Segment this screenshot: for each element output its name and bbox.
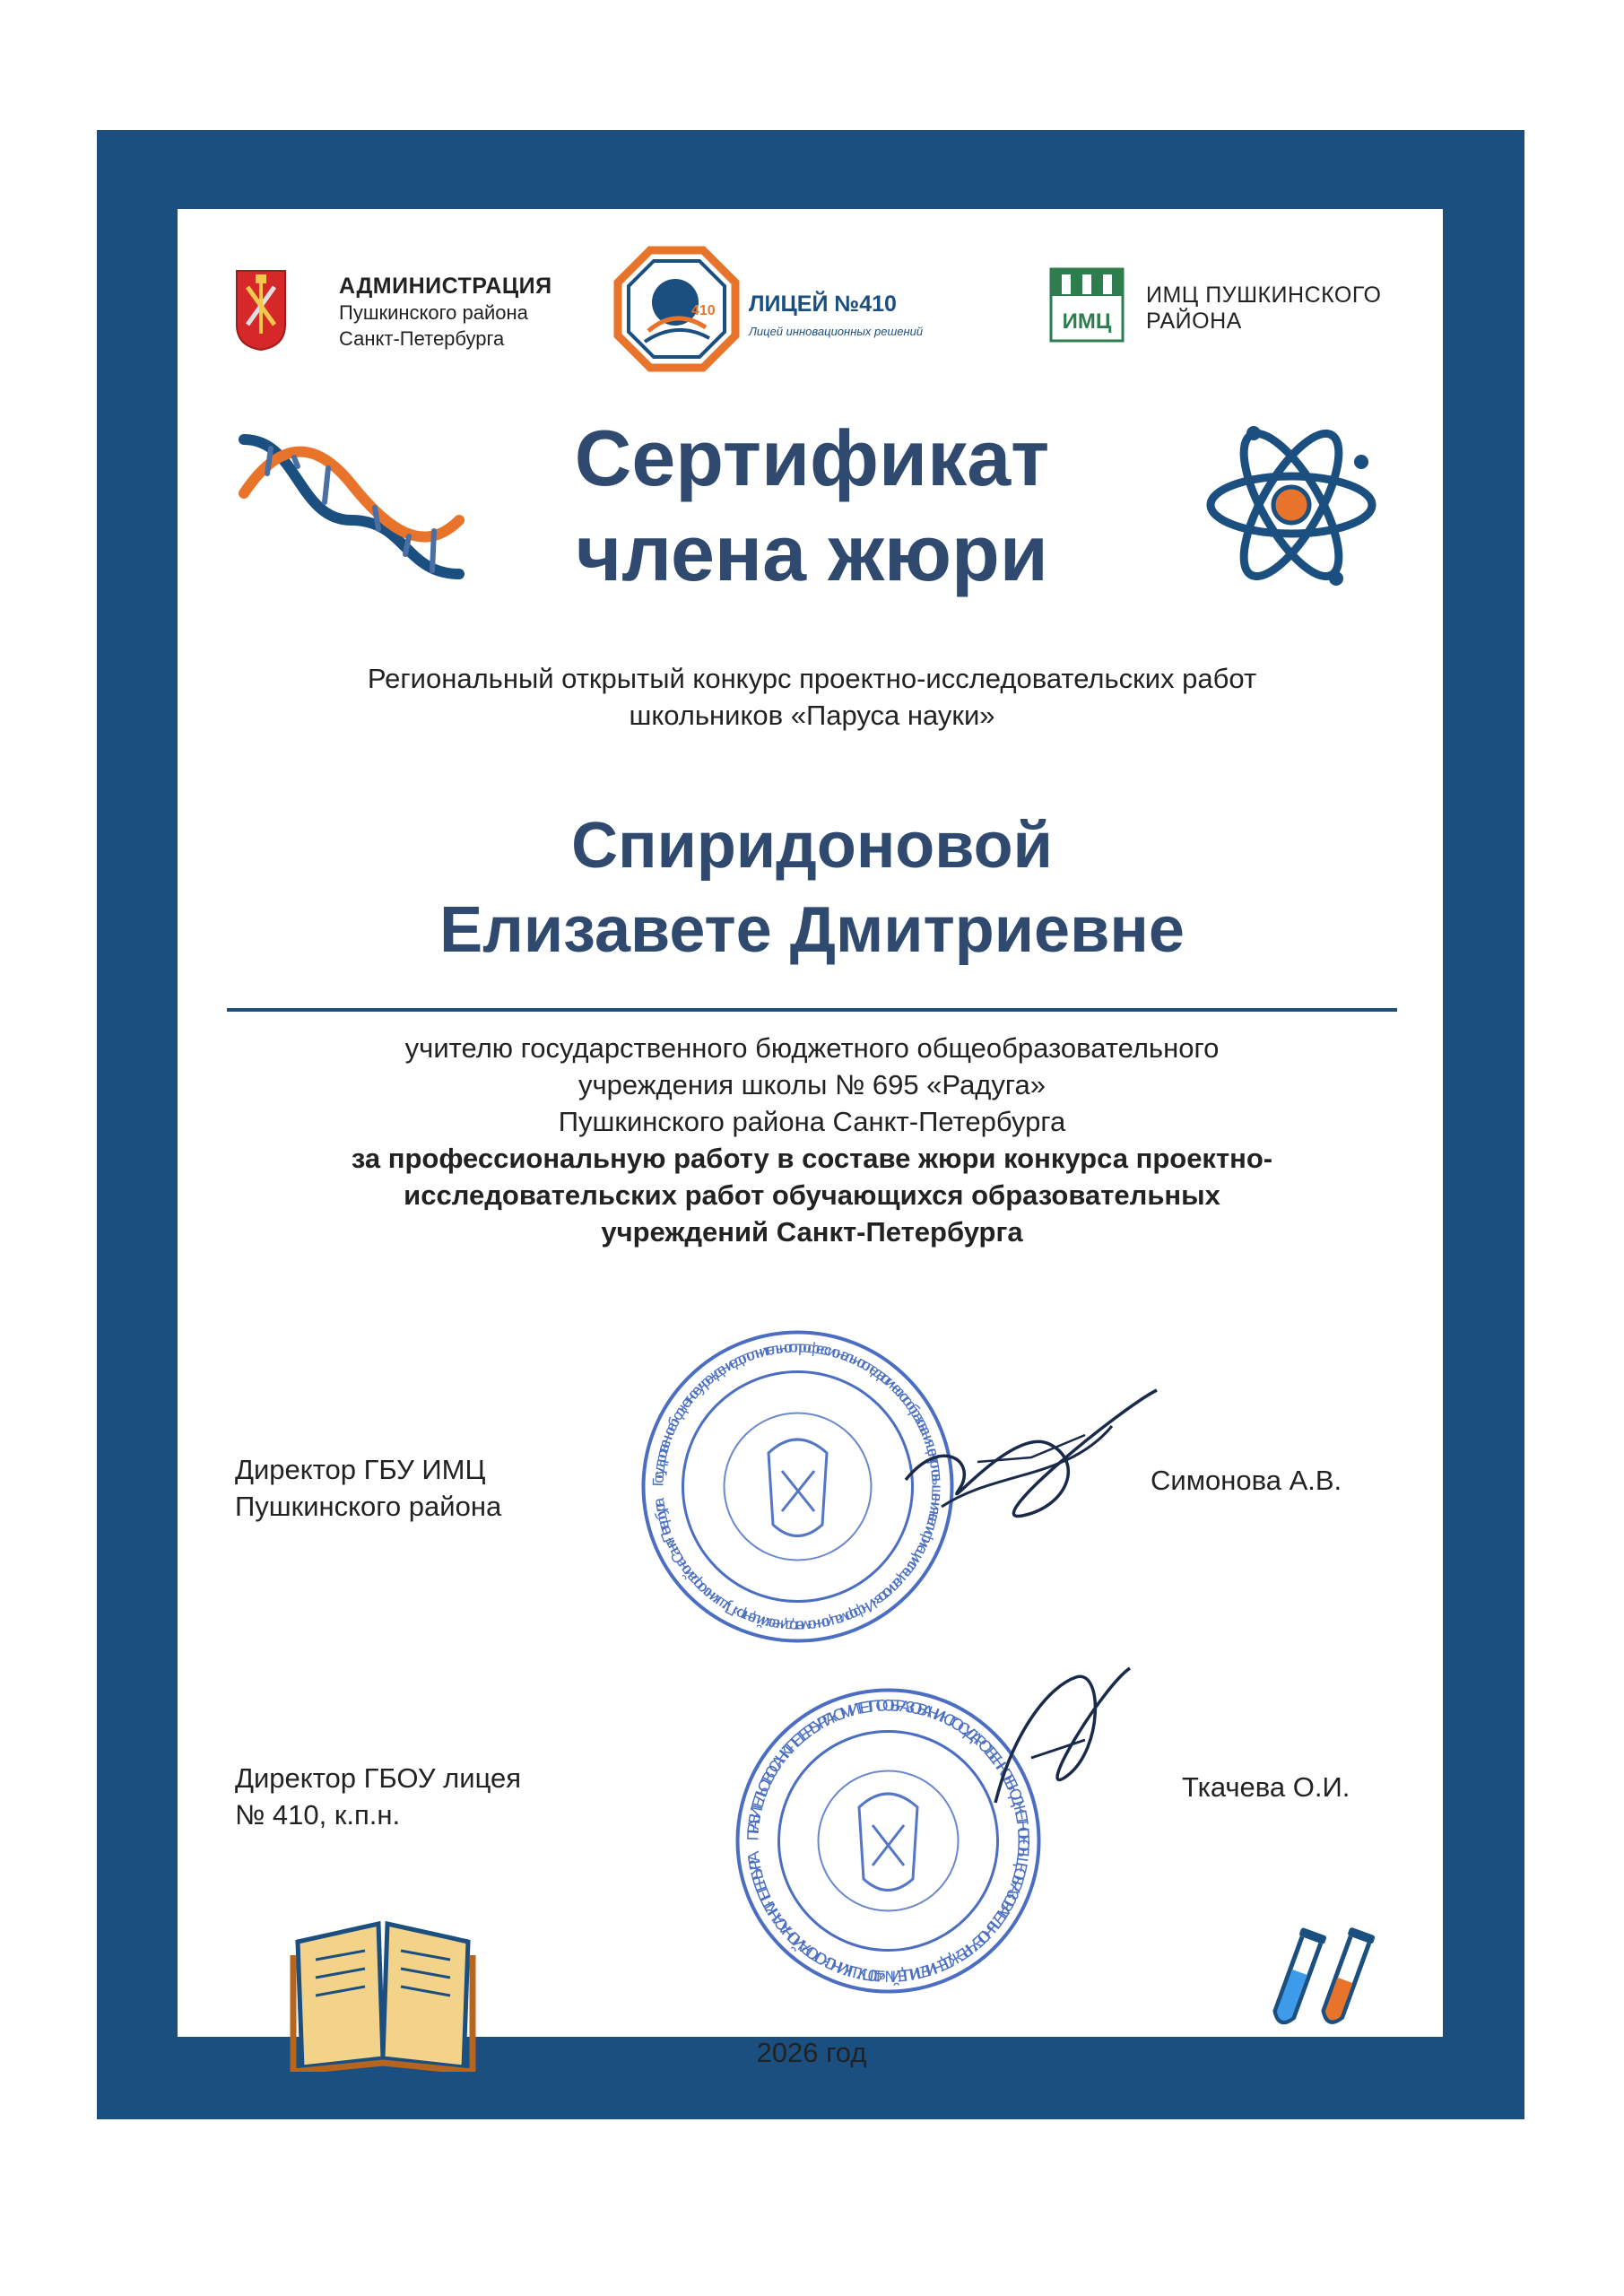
title-line-2: члена жюри [576,509,1048,597]
signatory-1-fullname: Симонова А.В. [1151,1465,1342,1496]
certificate-title [366,411,1258,601]
admin-district: Пушкинского района [339,301,528,324]
title-line-1: Сертификат [574,413,1050,502]
book-icon [289,1906,477,2072]
lyceum-logo-text [749,291,1018,338]
signature-tkacheva [968,1650,1148,1821]
signatory-1-org: Пушкинского района [235,1491,502,1522]
imc-logo-text [1146,283,1415,335]
role-line-3: Пушкинского района Санкт-Петербурга [558,1106,1066,1137]
coat-of-arms-icon [235,269,287,352]
year-text: 2026 год [756,2037,867,2068]
imc-logo-icon [1049,267,1125,343]
signature-simonova [888,1372,1175,1543]
signatory-2-position [235,1760,612,1833]
lyceum-title: ЛИЦЕЙ №410 [749,291,897,317]
role-line-1: учителю государственного бюджетного общеобразовательного [404,1032,1220,1064]
name-line-2: Елизавете Дмитриевне [439,894,1185,966]
signatory-2-title: Директор ГБОУ лицея [235,1762,522,1794]
signatory-1-title: Директор ГБУ ИМЦ [235,1454,486,1485]
admin-logo-text [339,274,608,352]
imc-line2: РАЙОНА [1146,309,1242,334]
reason-line-1: за профессиональную работу в составе жюри конкурса проектно- [351,1143,1273,1174]
imc-line1: ИМЦ ПУШКИНСКОГО [1146,283,1382,308]
admin-city: Санкт-Петербурга [339,327,505,350]
recipient-role [215,1030,1409,1250]
reason-line-2: исследовательских работ обучающихся образовательных [404,1179,1220,1211]
lyceum-slogan: Лицей инновационных решений [749,325,924,338]
contest-line-1: Региональный открытый конкурс проектно-исследовательских работ [367,663,1257,694]
signatory-2-org: № 410, к.п.н. [235,1799,401,1831]
signatory-1-name [1151,1462,1402,1499]
signatory-2-fullname: Ткачева О.И. [1182,1771,1350,1803]
role-line-2: учреждения школы № 695 «Радуга» [578,1069,1046,1100]
stamp1-text: Государственное бюджетное учреждение дополнительного профессионального педагогического образования центр повышения квалификации специалистов «Информационно-методический центр» Пушкинского района Санкт-Петербурга [649,1338,946,1635]
name-line-1: Спиридоновой [571,810,1053,882]
lyceum-badge: 410 [691,303,716,318]
contest-line-2: школьников «Паруса науки» [629,700,995,731]
admin-title: АДМИНИСТРАЦИЯ [339,274,552,299]
imc-mark: ИМЦ [1062,309,1112,334]
certificate-year [677,2034,946,2071]
signatory-1-position [235,1451,612,1525]
test-tubes-icon [1260,1926,1376,2039]
recipient-name [224,804,1400,972]
name-underline [227,1008,1397,1012]
contest-description [215,660,1409,734]
lyceum-logo-icon [612,245,741,373]
stamp2-text: ПРАВИТЕЛЬСТВО САНКТ-ПЕТЕРБУРГА КОМИТЕТ ПО ОБРАЗОВАНИЮ ГОСУДАРСТВЕННОЕ БЮДЖЕТНОЕ ОБЩЕОБРАЗОВАТЕЛЬНОЕ УЧРЕЖДЕНИЕ ЛИЦЕЙ № 410 ПУШКИНСКОГО РАЙОНА САНКТ-ПЕТЕРБУРГА [743,1696,1033,1986]
signatory-2-name [1182,1769,1415,1805]
reason-line-3: учреждений Санкт-Петербурга [601,1216,1023,1248]
